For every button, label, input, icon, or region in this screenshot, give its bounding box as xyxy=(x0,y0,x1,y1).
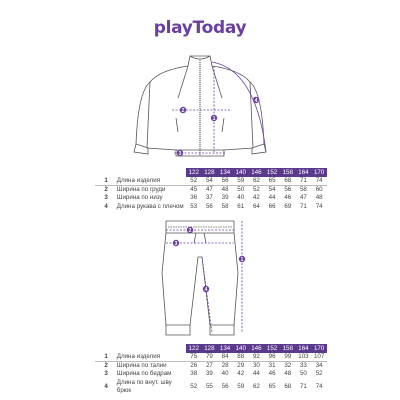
table-cell: 31 xyxy=(268,362,276,370)
table-cell: 61 xyxy=(237,202,245,210)
row-label: Длина рукава с плечом xyxy=(116,202,184,210)
table-cell: 42 xyxy=(237,370,245,378)
row-label: Ширина по бедрам xyxy=(116,370,172,378)
table-cell: 58 xyxy=(221,202,229,210)
size-header: 164 xyxy=(296,344,312,353)
table-cell: 103 xyxy=(296,353,312,362)
table-cell: 54 xyxy=(202,177,218,186)
size-header: 158 xyxy=(280,168,296,177)
table-cell: 44 xyxy=(252,370,260,378)
table-cell: 28 xyxy=(221,362,229,370)
table-cell: 74 xyxy=(315,202,323,210)
table-cell: 52 xyxy=(252,186,260,194)
table-cell: 42 xyxy=(252,194,260,202)
table-cell: 39 xyxy=(221,194,229,202)
table-cell: 74 xyxy=(315,382,323,390)
table-cell: 60 xyxy=(315,186,323,194)
table-cell: 33 xyxy=(299,362,307,370)
table-cell: 84 xyxy=(217,353,233,362)
size-header: 134 xyxy=(217,168,233,177)
table-cell: 56 xyxy=(205,202,213,210)
row-number: 4 xyxy=(104,382,108,390)
table-cell: 52 xyxy=(190,382,198,390)
table-cell: 92 xyxy=(249,353,265,362)
size-header: 146 xyxy=(249,344,265,353)
size-header: 152 xyxy=(264,344,280,353)
table-cell: 48 xyxy=(284,370,292,378)
table-header-row xyxy=(95,168,327,177)
row-label: Ширина по груди xyxy=(116,186,166,194)
jacket-marker-3: 3 xyxy=(178,150,182,157)
table-cell: 71 xyxy=(296,177,312,186)
size-header: 152 xyxy=(264,168,280,177)
table-cell: 69 xyxy=(284,202,292,210)
table-cell: 52 xyxy=(315,370,323,378)
size-header: 140 xyxy=(233,168,249,177)
row-label: Длина по внут. шву брюк xyxy=(116,378,172,394)
table-cell: 48 xyxy=(221,186,229,194)
table-cell: 37 xyxy=(205,194,213,202)
table-cell: 47 xyxy=(299,194,307,202)
table-cell: 58 xyxy=(299,186,307,194)
table-cell: 32 xyxy=(284,362,292,370)
row-number: 3 xyxy=(104,194,108,202)
table-cell: 48 xyxy=(315,194,323,202)
size-header: 122 xyxy=(186,168,202,177)
row-label: Ширина по низу xyxy=(116,194,163,202)
table-cell: 65 xyxy=(264,177,280,186)
table-row xyxy=(95,194,327,202)
table-row xyxy=(95,203,327,211)
pants-marker-1: 1 xyxy=(240,256,244,263)
jacket-marker-1: 1 xyxy=(212,115,216,122)
table-cell: 46 xyxy=(268,370,276,378)
table-cell: 56 xyxy=(217,177,233,186)
table-cell: 62 xyxy=(252,382,260,390)
table-cell: 75 xyxy=(186,353,202,362)
pants-size-table xyxy=(95,344,327,395)
pants-drawing xyxy=(0,213,400,341)
table-cell: 26 xyxy=(190,362,198,370)
table-cell: 68 xyxy=(280,177,296,186)
pants-marker-2: 2 xyxy=(188,227,192,234)
table-cell: 30 xyxy=(252,362,260,370)
table-cell: 44 xyxy=(268,194,276,202)
jacket-drawing xyxy=(0,52,400,164)
table-cell: 36 xyxy=(190,194,198,202)
table-cell: 88 xyxy=(233,353,249,362)
table-cell: 62 xyxy=(249,177,265,186)
size-header: 146 xyxy=(249,168,265,177)
table-cell: 53 xyxy=(190,202,198,210)
brand-logo: playToday xyxy=(153,18,247,38)
size-header: 170 xyxy=(311,344,327,353)
size-header: 128 xyxy=(202,344,218,353)
table-cell: 46 xyxy=(284,194,292,202)
table-row xyxy=(95,362,327,371)
table-cell: 47 xyxy=(205,186,213,194)
pants-marker-3: 3 xyxy=(174,240,178,247)
table-cell: 96 xyxy=(264,353,280,362)
table-cell: 74 xyxy=(311,177,327,186)
table-cell: 66 xyxy=(268,202,276,210)
table-cell: 50 xyxy=(237,186,245,194)
row-number: 2 xyxy=(104,186,108,194)
table-cell: 79 xyxy=(202,353,218,362)
table-cell: 54 xyxy=(268,186,276,194)
table-cell: 71 xyxy=(299,202,307,210)
size-header: 158 xyxy=(280,344,296,353)
table-row xyxy=(95,379,327,395)
size-header: 128 xyxy=(202,168,218,177)
table-cell: 45 xyxy=(190,186,198,194)
size-header: 164 xyxy=(296,168,312,177)
table-cell: 34 xyxy=(315,362,323,370)
jacket-markers xyxy=(177,97,259,157)
table-cell: 40 xyxy=(237,194,245,202)
row-number: 2 xyxy=(104,362,108,370)
table-cell: 107 xyxy=(311,353,327,362)
row-label: Длина изделия xyxy=(114,177,186,186)
table-row xyxy=(95,177,327,186)
table-cell: 71 xyxy=(299,382,307,390)
jacket-size-table xyxy=(95,168,327,211)
table-cell: 59 xyxy=(237,382,245,390)
table-row xyxy=(95,370,327,378)
table-cell: 27 xyxy=(205,362,213,370)
size-header: 122 xyxy=(186,344,202,353)
row-label: Ширина по талии xyxy=(116,362,167,370)
table-cell: 68 xyxy=(284,382,292,390)
pants-marker-4: 4 xyxy=(204,286,208,293)
size-header: 170 xyxy=(311,168,327,177)
table-cell: 65 xyxy=(268,382,276,390)
table-row xyxy=(95,186,327,195)
table-cell: 50 xyxy=(299,370,307,378)
table-cell: 40 xyxy=(221,370,229,378)
table-header-row xyxy=(95,344,327,353)
size-header: 140 xyxy=(233,344,249,353)
table-cell: 99 xyxy=(280,353,296,362)
jacket-marker-2: 2 xyxy=(181,107,185,114)
table-cell: 55 xyxy=(205,382,213,390)
row-number: 4 xyxy=(104,202,108,210)
table-cell: 39 xyxy=(205,370,213,378)
row-label: Длина изделия xyxy=(114,353,186,362)
table-cell: 38 xyxy=(190,370,198,378)
jacket-marker-4: 4 xyxy=(254,97,258,104)
table-row xyxy=(95,353,327,362)
table-cell: 29 xyxy=(237,362,245,370)
table-cell: 52 xyxy=(186,177,202,186)
table-cell: 56 xyxy=(284,186,292,194)
row-number: 1 xyxy=(95,177,114,186)
row-number: 3 xyxy=(104,370,108,378)
row-number: 1 xyxy=(95,353,114,362)
table-cell: 64 xyxy=(252,202,260,210)
size-header: 134 xyxy=(217,344,233,353)
table-cell: 59 xyxy=(233,177,249,186)
table-cell: 56 xyxy=(221,382,229,390)
